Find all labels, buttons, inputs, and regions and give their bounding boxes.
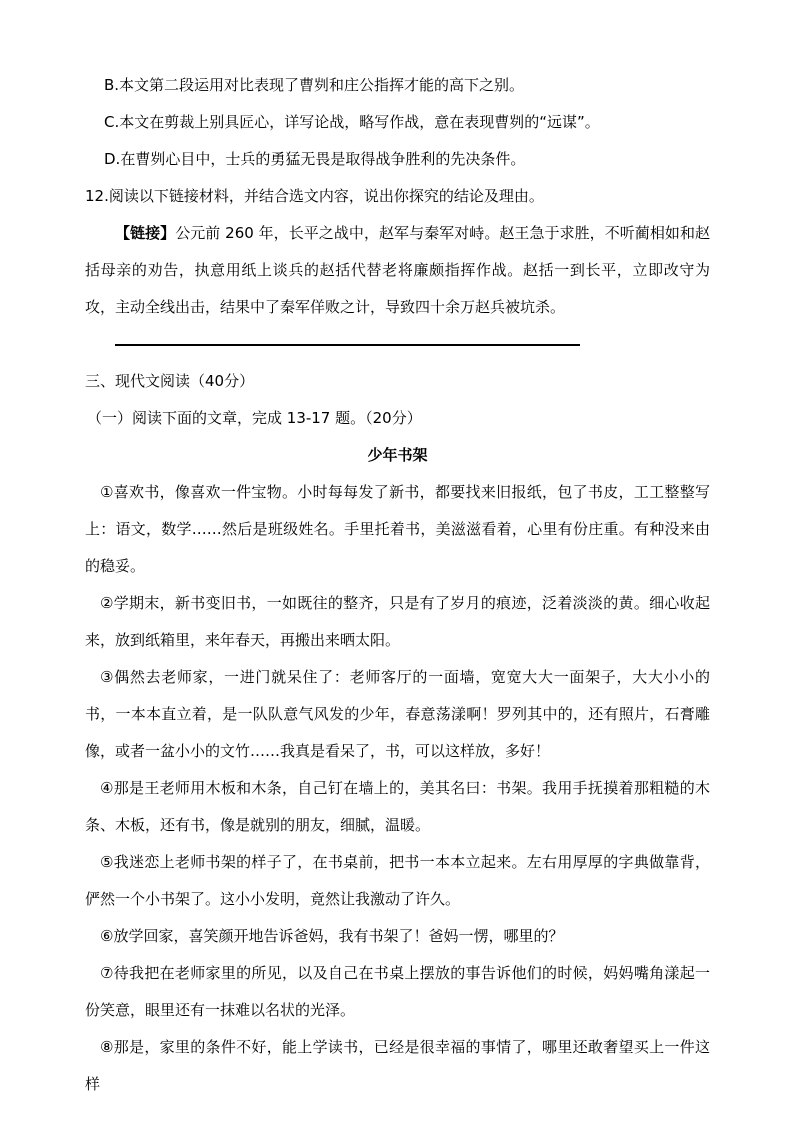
essay-paragraph-8: ⑧那是，家里的条件不好，能上学读书，已经是很幸福的事情了，哪里还敢奢望买上一件这样: [85, 1038, 710, 1093]
part-instruction: （一）阅读下面的文章，完成 13-17 题。（20分）: [87, 409, 422, 427]
document-content: [85, 67, 710, 1103]
section-divider: [85, 326, 710, 363]
link-material-paragraph: [85, 215, 710, 326]
essay-paragraph-5: ⑤我迷恋上老师书架的样子了，在书桌前，把书一本本立起来。左右用厚厚的字典做靠背，俨然一个小书架了。这小小发明，竟然让我激动了许久。: [85, 853, 710, 908]
divider-line: [115, 344, 580, 346]
link-material-label: 【链接】: [115, 224, 176, 242]
essay-paragraph-1: ①喜欢书，像喜欢一件宝物。小时每每发了新书，都要找来旧报纸，包了书皮，工工整整写上：语文，数学……然后是班级姓名。手里托着书，美滋滋看着，心里有份庄重。有种没来由的稳妥。: [85, 483, 710, 575]
choice-option-b: B.本文第二段运用对比表现了曹刿和庄公指挥才能的高下之别。: [104, 76, 525, 94]
choice-option-c: C.本文在剪裁上别具匠心，详写论战，略写作战，意在表现曹刿的“远谋”。: [104, 113, 600, 131]
link-material-text: 公元前 260 年，长平之战中，赵军与秦军对峙。赵王急于求胜，不听蔺相如和赵括母亲的劝告，执意用纸上谈兵的赵括代替老将廉颇指挥作战。赵括一到长平，立即改守为攻，主动全线出击，结果中了秦军佯败之计，导致四十余万赵兵被坑杀。: [85, 224, 710, 316]
section-heading: 三、现代文阅读（40分）: [85, 372, 255, 390]
essay-paragraph-7: ⑦待我把在老师家里的所见，以及自己在书桌上摆放的事告诉他们的时候，妈妈嘴角漾起一份笑意，眼里还有一抹难以名状的光泽。: [85, 964, 710, 1019]
question-12: 12.阅读以下链接材料，并结合选文内容，说出你探究的结论及理由。: [85, 187, 544, 205]
essay-title: 少年书架: [367, 446, 428, 464]
choice-option-d: D.在曹刿心目中，士兵的勇猛无畏是取得战争胜利的先决条件。: [104, 150, 526, 168]
essay-paragraph-2: ②学期末，新书变旧书，一如既往的整齐，只是有了岁月的痕迹，泛着淡淡的黄。细心收起来，放到纸箱里，来年春天，再搬出来晒太阳。: [85, 594, 710, 649]
essay-paragraph-3: ③偶然去老师家，一进门就呆住了：老师客厅的一面墙，宽宽大大一面架子，大大小小的书，一本本直立着，是一队队意气风发的少年，春意荡漾啊！罗列其中的，还有照片，石膏雕像，或者一盆小小的文竹……我真是看呆了，书，可以这样放，多好！: [85, 668, 710, 760]
essay-paragraph-4: ④那是王老师用木板和木条，自己钉在墙上的，美其名曰：书架。我用手抚摸着那粗糙的木条、木板，还有书，像是就别的朋友，细腻，温暖。: [85, 779, 710, 834]
essay-paragraph-6: ⑥放学回家，喜笑颜开地告诉爸妈，我有书架了！爸妈一愣，哪里的？: [100, 927, 564, 945]
